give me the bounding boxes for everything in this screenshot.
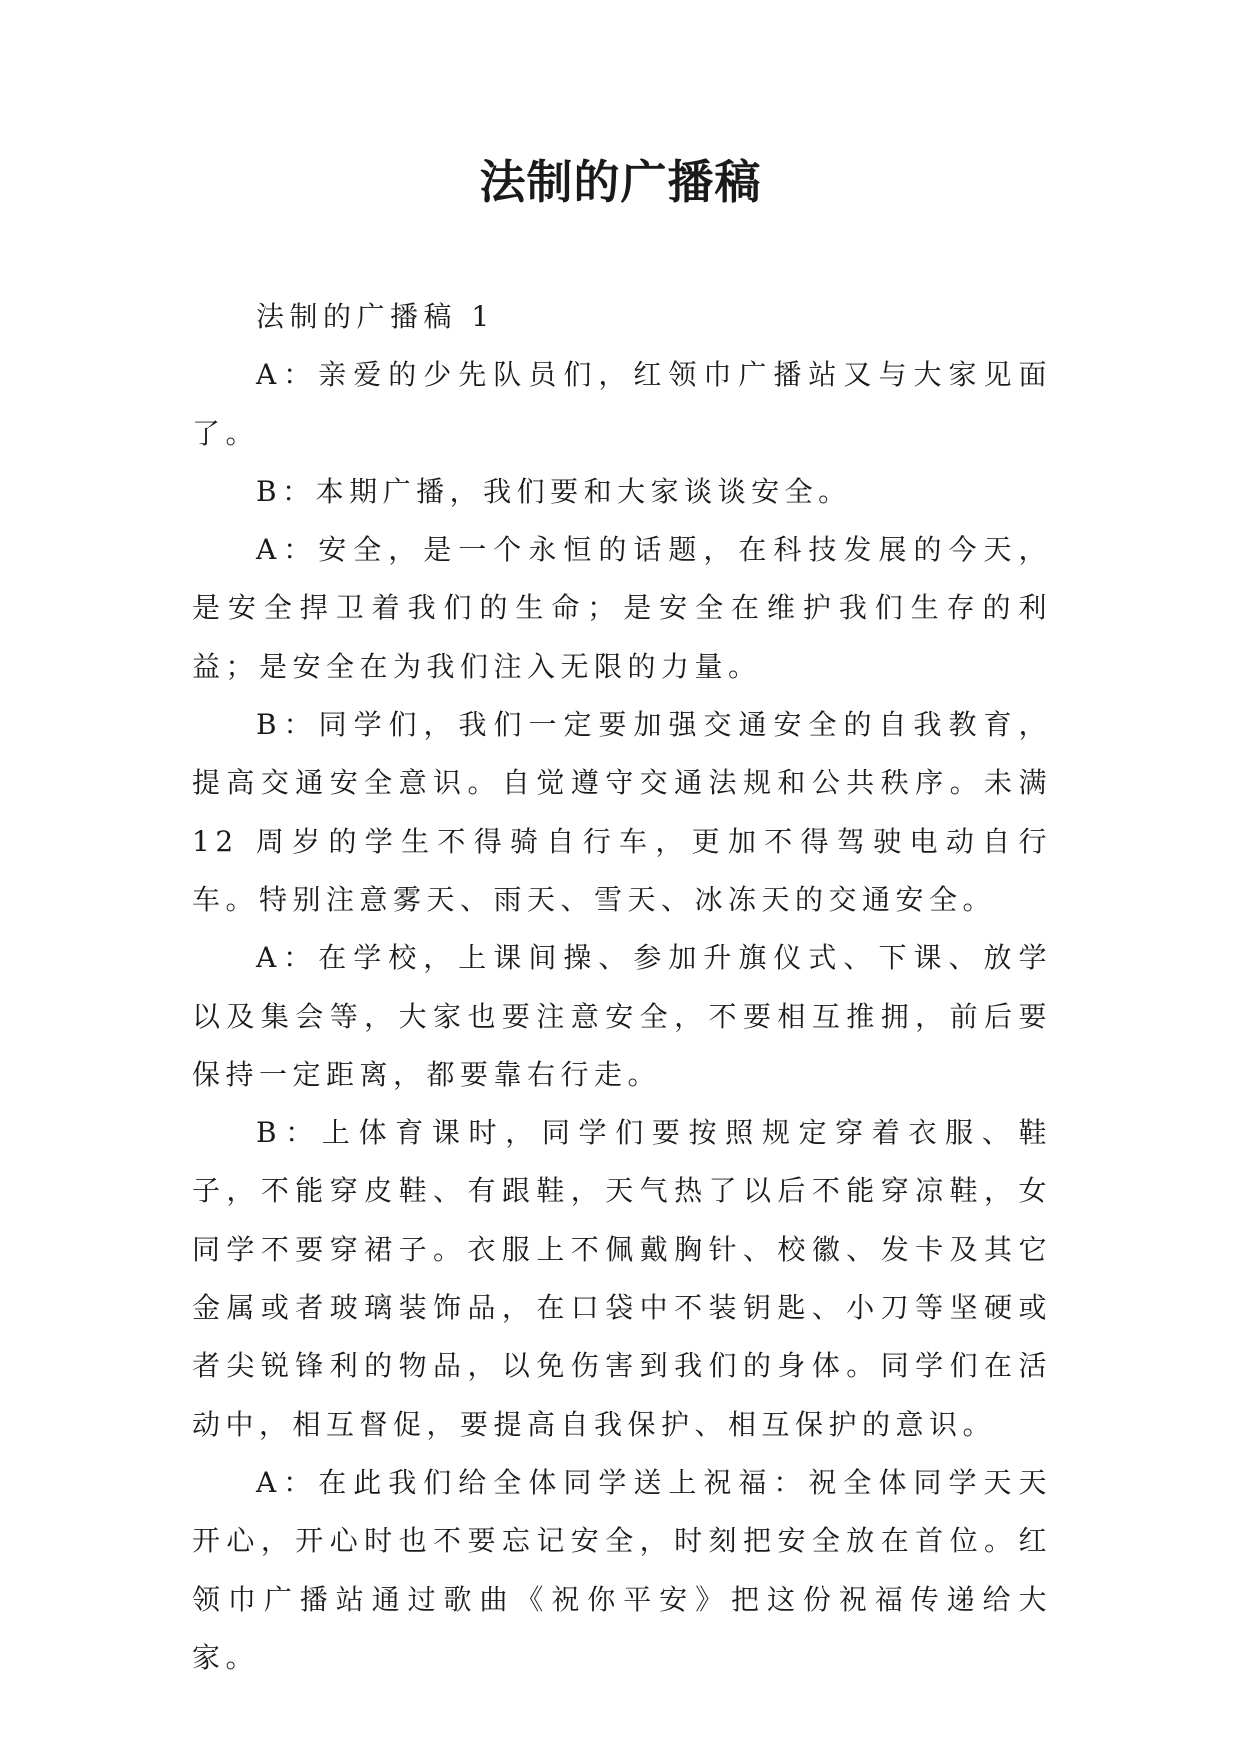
section-heading: 法制的广播稿 1 — [256, 300, 495, 333]
paragraph: A：安全，是一个永恒的话题，在科技发展的今天，是安全捍卫着我们的生命；是安全在维护我们生存的利益；是安全在为我们注入无限的力量。 — [192, 533, 1052, 683]
document-body — [192, 288, 1052, 1687]
paragraph: A：在此我们给全体同学送上祝福：祝全体同学天天开心，开心时也不要忘记安全，时刻把安全放在首位。红领巾广播站通过歌曲《祝你平安》把这份祝福传递给大家。 — [192, 1465, 1052, 1674]
document-title: 法制的广播稿 — [479, 155, 762, 209]
paragraph: B：本期广播，我们要和大家谈谈安全。 — [256, 474, 852, 508]
paragraph: B：同学们，我们一定要加强交通安全的自我教育，提高交通安全意识。自觉遵守交通法规和公共秩序。未满 12 周岁的学生不得骑自行车，更加不得驾驶电动自行车。特别注意雾天、雨天、雪天、冰冻天的交通安全。 — [192, 708, 1052, 916]
paragraph: A：在学校，上课间操、参加升旗仪式、下课、放学以及集会等，大家也要注意安全，不要相互推拥，前后要保持一定距离，都要靠右行走。 — [192, 941, 1052, 1091]
paragraph: B：上体育课时，同学们要按照规定穿着衣服、鞋子，不能穿皮鞋、有跟鞋，天气热了以后不能穿凉鞋，女同学不要穿裙子。衣服上不佩戴胸针、校徽、发卡及其它金属或者玻璃装饰品，在口袋中不装钥匙、小刀等坚硬或者尖锐锋利的物品，以免伤害到我们的身体。同学们在活动中，相互督促，要提高自我保护、相互保护的意识。 — [192, 1116, 1052, 1441]
paragraph: A：亲爱的少先队员们，红领巾广播站又与大家见面了。 — [192, 358, 1052, 450]
